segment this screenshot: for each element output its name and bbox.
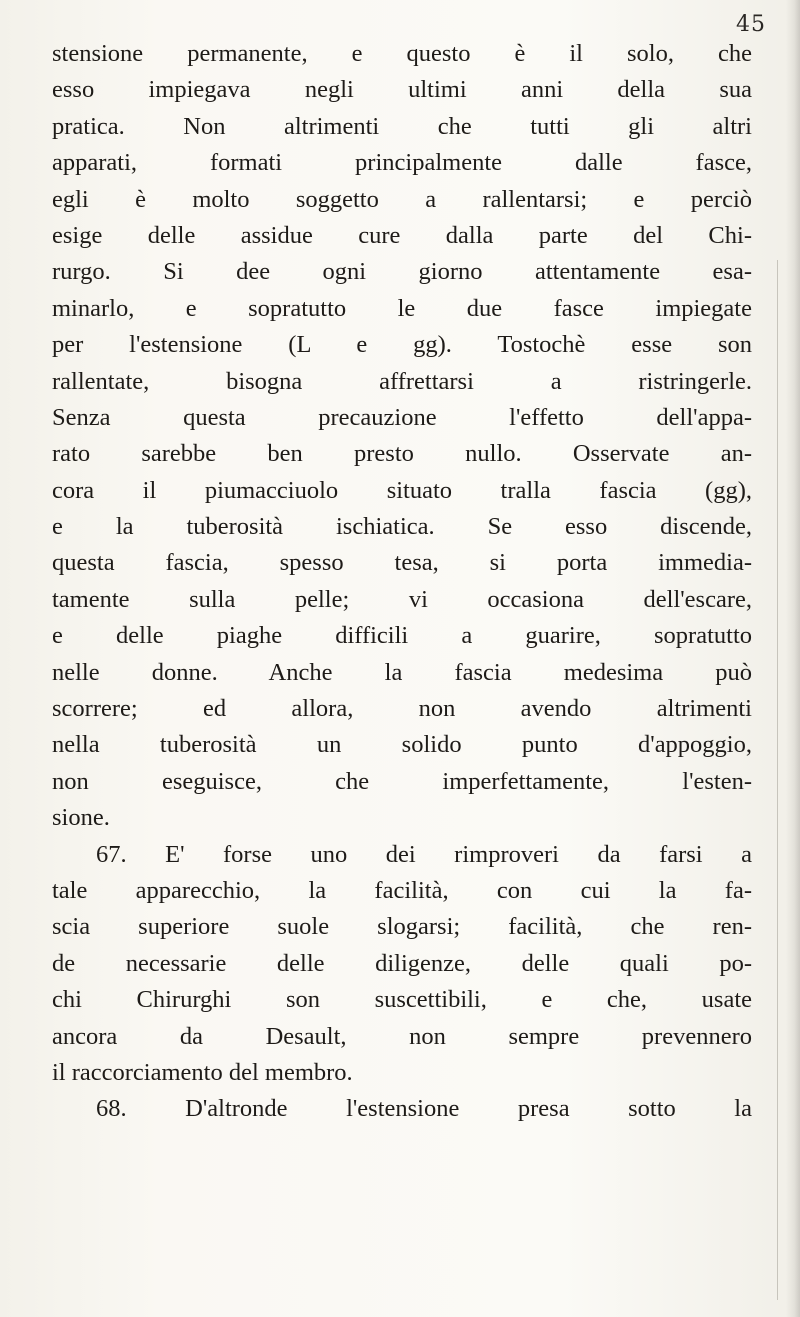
text-line: esige delle assidue cure dalla parte del Chi- xyxy=(52,221,752,249)
text-line: egli è molto soggetto a rallentarsi; e perciò xyxy=(52,185,752,213)
body-text xyxy=(52,36,752,1128)
page-number: 45 xyxy=(736,12,766,37)
page-edge-rule xyxy=(777,260,778,1300)
text-line: rato sarebbe ben presto nullo. Osservate an- xyxy=(52,440,752,468)
text-line: esso impiegava negli ultimi anni della sua xyxy=(52,76,752,104)
text-line: sione. xyxy=(52,804,110,832)
text-line: pratica. Non altrimenti che tutti gli altri xyxy=(52,112,752,140)
text-line: de necessarie delle diligenze, delle quali po- xyxy=(52,949,752,977)
paragraph-67-start: 67. E' forse uno dei rimproveri da farsi a xyxy=(96,840,752,868)
text-line: cora il piumacciuolo situato tralla fascia (gg), xyxy=(52,476,752,504)
text-line: nella tuberosità un solido punto d'appoggio, xyxy=(52,731,752,759)
text-line: chi Chirurghi son suscettibili, e che, usate xyxy=(52,986,752,1014)
text-line: scorrere; ed allora, non avendo altrimenti xyxy=(52,695,752,723)
page-edge-shadow xyxy=(786,0,800,1317)
text-line: rurgo. Si dee ogni giorno attentamente esa- xyxy=(52,258,752,286)
text-line: apparati, formati principalmente dalle fasce, xyxy=(52,149,752,177)
text-line: minarlo, e sopratutto le due fasce impiegate xyxy=(52,294,752,322)
text-line: scia superiore suole slogarsi; facilità, che ren- xyxy=(52,913,752,941)
text-line: nelle donne. Anche la fascia medesima può xyxy=(52,658,752,686)
text-line: non eseguisce, che imperfettamente, l'esten- xyxy=(52,767,752,795)
text-line: stensione permanente, e questo è il solo, che xyxy=(52,40,752,67)
text-line: ancora da Desault, non sempre prevennero xyxy=(52,1022,752,1050)
text-line: tale apparecchio, la facilità, con cui la fa- xyxy=(52,876,752,904)
text-line: rallentate, bisogna affrettarsi a ristringerle. xyxy=(52,367,752,395)
text-line: per l'estensione (L e gg). Tostochè esse son xyxy=(52,331,752,359)
text-line: Senza questa precauzione l'effetto dell'appa- xyxy=(52,403,752,431)
text-line: questa fascia, spesso tesa, si porta immedia- xyxy=(52,549,752,577)
text-line: e delle piaghe difficili a guarire, sopratutto xyxy=(52,622,752,650)
paragraph-68-start: 68. D'altronde l'estensione presa sotto la xyxy=(96,1095,752,1123)
text-line: e la tuberosità ischiatica. Se esso discende, xyxy=(52,513,752,541)
text-line: il raccorciamento del membro. xyxy=(52,1058,353,1086)
text-line: tamente sulla pelle; vi occasiona dell'escare, xyxy=(52,585,752,613)
